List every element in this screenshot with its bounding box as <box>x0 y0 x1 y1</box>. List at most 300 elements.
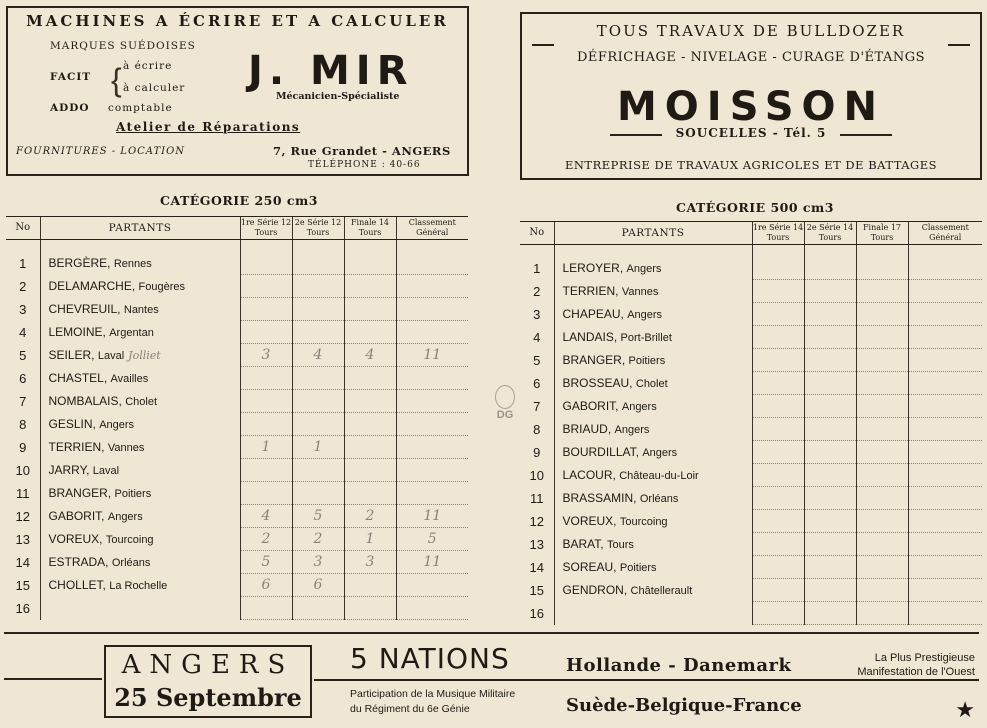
ad-mir-atelier: Atelier de Réparations <box>116 120 301 134</box>
row-number: 16 <box>529 605 544 621</box>
finale-cell <box>344 574 396 597</box>
col-partants-header: PARTANTS <box>554 222 752 245</box>
finale-cell <box>856 395 908 418</box>
serie1-cell: 3 <box>240 344 292 367</box>
row-number: 3 <box>19 301 27 317</box>
row-number: 6 <box>533 375 541 391</box>
table-row <box>520 487 982 510</box>
row-number: 9 <box>19 439 27 455</box>
ad-moisson-line2: DÉFRICHAGE - NIVELAGE - CURAGE D'ÉTANGS <box>576 50 926 65</box>
rider-name: CHEVREUIL, <box>48 302 121 316</box>
table-row <box>520 441 982 464</box>
serie1-cell: 2 <box>240 528 292 551</box>
serie1-cell <box>752 303 804 326</box>
rider-name: LEROYER, <box>562 261 624 276</box>
serie2-cell <box>804 280 856 303</box>
finale-cell <box>856 418 908 441</box>
finale-cell <box>344 275 396 298</box>
classement-cell <box>396 321 468 344</box>
classement-cell <box>396 275 468 298</box>
table-row <box>520 303 982 326</box>
stamp-icon <box>495 385 515 409</box>
row-name <box>554 395 752 418</box>
rider-name: TERRIEN, <box>562 284 619 298</box>
rider-name: GENDRON, <box>562 583 628 597</box>
row-name <box>554 533 752 556</box>
rider-city: Poitiers <box>114 488 152 500</box>
classement-cell <box>396 597 468 620</box>
banner-date: 25 Septembre <box>114 683 302 712</box>
finale-cell <box>856 556 908 579</box>
rider-name: LEMOINE, <box>48 325 106 339</box>
serie2-cell <box>804 326 856 349</box>
finale-cell <box>856 441 908 464</box>
serie1-cell <box>240 482 292 505</box>
table-row <box>520 510 982 533</box>
classement-cell <box>908 349 982 372</box>
row-number: 5 <box>19 347 27 363</box>
banner-tagline-2: Manifestation de l'Ouest <box>857 666 975 678</box>
row-number: 11 <box>530 490 544 506</box>
rider-city: Vannes <box>621 286 659 298</box>
row-name <box>554 418 752 441</box>
rider-name: TERRIEN, <box>48 440 105 454</box>
finale-cell: 1 <box>344 528 396 551</box>
ad-moisson-line3: ENTREPRISE DE TRAVAUX AGRICOLES ET DE BATTAGES <box>564 158 938 172</box>
serie2-cell <box>804 602 856 625</box>
serie1-cell <box>752 245 804 280</box>
classement-cell <box>908 579 982 602</box>
serie2-cell <box>804 395 856 418</box>
ad-moisson <box>520 12 982 180</box>
serie1-cell <box>240 597 292 620</box>
rider-city: Angers <box>614 424 650 436</box>
classement-cell: 11 <box>396 505 468 528</box>
table-row <box>520 418 982 441</box>
table-row <box>6 482 468 505</box>
row-number: 4 <box>533 329 541 345</box>
rider-name: ESTRADA, <box>48 555 109 569</box>
classement-cell <box>908 303 982 326</box>
row-name <box>554 510 752 533</box>
col-serie2-header: 2e Série 14 Tours <box>804 222 856 245</box>
rider-city: Angers <box>642 447 678 459</box>
table-row <box>520 326 982 349</box>
rider-name: BRASSAMIN, <box>562 491 637 505</box>
row-name <box>554 245 752 280</box>
row-number: 3 <box>533 306 541 322</box>
row-number: 9 <box>533 444 541 460</box>
table-row <box>6 528 468 551</box>
row-number: 14 <box>15 554 30 570</box>
rider-city: Vannes <box>107 442 145 454</box>
rider-city: Nantes <box>123 304 159 316</box>
rider-city: Angers <box>107 511 143 523</box>
finale-cell <box>344 298 396 321</box>
row-name <box>40 344 240 367</box>
watermark-stamp <box>492 385 518 425</box>
finale-cell <box>856 464 908 487</box>
serie1-cell <box>752 395 804 418</box>
table-row <box>520 464 982 487</box>
serie1-cell <box>752 556 804 579</box>
rider-name: NOMBALAIS, <box>48 394 122 408</box>
serie1-cell <box>752 579 804 602</box>
serie2-cell: 2 <box>292 528 344 551</box>
ad-mir-phone: TÉLÉPHONE : 40-66 <box>308 160 421 170</box>
classement-cell <box>908 326 982 349</box>
serie1-cell <box>240 459 292 482</box>
rider-city: Tours <box>606 539 634 551</box>
rider-city: Laval <box>92 465 120 477</box>
classement-cell <box>908 418 982 441</box>
rider-name: GABORIT, <box>48 509 105 523</box>
rider-city: Angers <box>621 401 657 413</box>
row-number: 8 <box>533 421 541 437</box>
finale-cell <box>344 459 396 482</box>
rider-city: Tourcoing <box>105 534 154 546</box>
finale-cell <box>856 349 908 372</box>
col-serie1-header: 1re Série 14 Tours <box>752 222 804 245</box>
brace-icon: { <box>111 62 122 98</box>
col-classement-header: Classement Général <box>908 222 982 245</box>
rule-right <box>948 44 970 46</box>
finale-cell <box>344 240 396 275</box>
finale-cell <box>344 321 396 344</box>
table-250 <box>6 216 468 620</box>
row-number: 15 <box>15 577 30 593</box>
rider-city: Poitiers <box>619 562 657 574</box>
banner-countries-2: Suède-Belgique-France <box>566 695 802 716</box>
row-number: 7 <box>533 398 541 414</box>
table-row <box>6 344 468 367</box>
rider-city: Angers <box>627 309 663 321</box>
table-row <box>6 574 468 597</box>
row-number: 10 <box>15 462 30 478</box>
col-num-header: No <box>520 222 554 245</box>
rider-city: Tourcoing <box>619 516 668 528</box>
serie1-cell <box>752 280 804 303</box>
ad-mir-specialist: Mécanicien-Spécialiste <box>276 91 400 102</box>
rider-city: Availles <box>110 373 149 385</box>
rider-city: Cholet <box>125 396 157 408</box>
col-classement-header: Classement Général <box>396 217 468 240</box>
row-name <box>40 413 240 436</box>
serie1-cell: 5 <box>240 551 292 574</box>
classement-cell <box>908 487 982 510</box>
serie1-cell <box>752 418 804 441</box>
row-name <box>40 459 240 482</box>
row-number: 14 <box>529 559 544 575</box>
row-name <box>554 349 752 372</box>
table-row <box>520 245 982 280</box>
row-name <box>40 574 240 597</box>
col-finale-header: Finale 17 Tours <box>856 222 908 245</box>
ad-moisson-location: SOUCELLES - Tél. 5 <box>675 126 827 140</box>
row-number: 7 <box>19 393 27 409</box>
col-serie1-header: 1re Série 12 Tours <box>240 217 292 240</box>
table-row <box>6 390 468 413</box>
serie1-cell <box>240 240 292 275</box>
finale-cell <box>856 602 908 625</box>
rider-city: Château-du-Loir <box>619 470 699 482</box>
row-number: 12 <box>15 508 30 524</box>
row-number: 13 <box>15 531 30 547</box>
classement-cell: 5 <box>396 528 468 551</box>
rider-city: Angers <box>626 263 662 276</box>
classement-cell <box>396 459 468 482</box>
banner-rule-middle <box>314 679 979 681</box>
finale-cell: 3 <box>344 551 396 574</box>
serie2-cell <box>804 510 856 533</box>
finale-cell <box>344 413 396 436</box>
rider-name: GABORIT, <box>562 399 619 413</box>
ad-mir-marques: MARQUES SUÉDOISES <box>50 40 196 52</box>
banner-city: ANGERS <box>121 650 295 680</box>
banner-rule-left <box>4 678 102 680</box>
serie1-cell <box>752 372 804 395</box>
ad-mir-facit: FACIT <box>50 71 92 83</box>
classement-cell <box>396 367 468 390</box>
finale-cell <box>344 390 396 413</box>
table-row <box>6 597 468 620</box>
ad-mir-a-ecrire: à écrire <box>123 60 173 72</box>
col-finale-header: Finale 14 Tours <box>344 217 396 240</box>
row-number: 13 <box>529 536 544 552</box>
col-partants-header: PARTANTS <box>40 217 240 240</box>
ad-moisson-line1: TOUS TRAVAUX DE BULLDOZER <box>596 22 906 40</box>
finale-cell <box>856 280 908 303</box>
col-serie2-header: 2e Série 12 Tours <box>292 217 344 240</box>
row-number: 10 <box>529 467 544 483</box>
row-name <box>554 487 752 510</box>
ad-moisson-name: MOISSON <box>617 84 885 130</box>
serie2-cell <box>804 464 856 487</box>
col-num-header: No <box>6 217 40 240</box>
row-name <box>554 326 752 349</box>
finale-cell: 4 <box>344 344 396 367</box>
rider-name: BOURDILLAT, <box>562 445 639 459</box>
serie2-cell: 5 <box>292 505 344 528</box>
serie1-cell <box>240 321 292 344</box>
row-name <box>554 556 752 579</box>
rider-city: Cholet <box>635 378 668 390</box>
row-name <box>554 579 752 602</box>
classement-cell <box>908 441 982 464</box>
banner-participation-2: du Régiment du 6e Génie <box>350 703 470 715</box>
serie2-cell <box>804 303 856 326</box>
rider-name: CHOLLET, <box>48 578 106 592</box>
row-name <box>40 597 240 620</box>
ad-mir-fournitures: FOURNITURES - LOCATION <box>16 146 186 157</box>
classement-cell <box>908 533 982 556</box>
table-250-header-row <box>6 217 468 240</box>
rider-city: Argentan <box>109 327 154 339</box>
serie2-cell <box>292 321 344 344</box>
serie2-cell <box>292 275 344 298</box>
rider-name: SOREAU, <box>562 560 617 574</box>
row-name <box>554 441 752 464</box>
table-row <box>520 556 982 579</box>
finale-cell <box>856 487 908 510</box>
serie1-cell <box>752 441 804 464</box>
serie1-cell <box>752 510 804 533</box>
row-number: 2 <box>19 278 27 294</box>
rider-name: BERGÈRE, <box>48 256 111 271</box>
classement-cell <box>908 556 982 579</box>
rider-name: CHAPEAU, <box>562 307 624 321</box>
row-name <box>40 528 240 551</box>
ad-mir-addo: ADDO <box>50 102 90 114</box>
ad-mir <box>6 6 469 176</box>
banner-rule-top <box>4 632 979 634</box>
serie2-cell <box>292 367 344 390</box>
banner-tagline-1: La Plus Prestigieuse <box>874 652 975 664</box>
classement-cell: 11 <box>396 551 468 574</box>
serie2-cell <box>292 240 344 275</box>
classement-cell <box>908 372 982 395</box>
serie1-cell: 6 <box>240 574 292 597</box>
finale-cell <box>344 597 396 620</box>
rider-name: VOREUX, <box>562 514 617 528</box>
serie2-cell: 3 <box>292 551 344 574</box>
star-icon: ★ <box>955 697 975 722</box>
serie2-cell <box>804 245 856 280</box>
table-row <box>520 533 982 556</box>
handwritten-note: Jolliet <box>128 349 161 362</box>
table-row <box>520 395 982 418</box>
finale-cell <box>344 367 396 390</box>
row-number: 12 <box>529 513 544 529</box>
serie2-cell <box>804 418 856 441</box>
classement-cell: 11 <box>396 344 468 367</box>
rider-name: BRIAUD, <box>562 422 612 436</box>
serie2-cell <box>804 372 856 395</box>
finale-cell <box>344 436 396 459</box>
table-row <box>6 551 468 574</box>
finale-cell <box>856 245 908 280</box>
row-number: 5 <box>533 352 541 368</box>
row-name <box>40 390 240 413</box>
classement-cell <box>396 413 468 436</box>
table-row <box>6 436 468 459</box>
rider-name: BROSSEAU, <box>562 376 633 390</box>
classement-cell <box>396 436 468 459</box>
table-row <box>520 579 982 602</box>
classement-cell <box>396 574 468 597</box>
table-row <box>6 505 468 528</box>
row-name <box>554 303 752 326</box>
row-number: 6 <box>19 370 27 386</box>
classement-cell <box>908 464 982 487</box>
serie2-cell <box>804 579 856 602</box>
rider-city: Laval <box>97 350 125 362</box>
table-row <box>520 349 982 372</box>
serie2-cell <box>292 413 344 436</box>
row-name <box>40 321 240 344</box>
rider-name: BRANGER, <box>562 353 626 367</box>
rider-city: Orléans <box>639 493 679 505</box>
rider-name: BRANGER, <box>48 486 112 500</box>
banner-countries-1: Hollande - Danemark <box>566 655 792 676</box>
watermark-text: DG <box>496 409 514 421</box>
finale-cell <box>856 303 908 326</box>
table-row <box>520 280 982 303</box>
rider-city: Châtellerault <box>630 585 693 597</box>
classement-cell <box>396 390 468 413</box>
rider-city: Port-Brillet <box>620 332 672 344</box>
row-name <box>40 240 240 275</box>
classement-cell <box>908 510 982 533</box>
finale-cell <box>344 482 396 505</box>
rider-name: CHASTEL, <box>48 371 108 385</box>
finale-cell <box>856 533 908 556</box>
rider-name: SEILER, <box>48 348 95 362</box>
serie2-cell <box>804 349 856 372</box>
ad-mir-heading: MACHINES A ÉCRIRE ET A CALCULER <box>26 12 449 30</box>
serie1-cell: 4 <box>240 505 292 528</box>
serie2-cell <box>804 533 856 556</box>
row-name <box>40 436 240 459</box>
rider-city: Rennes <box>113 258 152 271</box>
serie1-cell <box>752 349 804 372</box>
finale-cell <box>856 510 908 533</box>
row-name <box>40 275 240 298</box>
serie2-cell <box>804 487 856 510</box>
rider-name: LACOUR, <box>562 468 616 482</box>
row-name <box>40 505 240 528</box>
row-number: 1 <box>19 255 27 271</box>
serie1-cell <box>752 602 804 625</box>
classement-cell <box>396 482 468 505</box>
serie2-cell <box>292 298 344 321</box>
serie1-cell: 1 <box>240 436 292 459</box>
row-name <box>40 367 240 390</box>
row-name <box>554 464 752 487</box>
row-name <box>554 280 752 303</box>
rider-city: Fougères <box>138 281 186 293</box>
rule-left <box>532 44 554 46</box>
row-name <box>40 298 240 321</box>
table-row <box>6 275 468 298</box>
row-number: 16 <box>15 600 30 616</box>
classement-cell <box>908 395 982 418</box>
serie1-cell <box>240 367 292 390</box>
finale-cell <box>856 372 908 395</box>
serie2-cell: 6 <box>292 574 344 597</box>
serie2-cell: 1 <box>292 436 344 459</box>
table-row <box>520 372 982 395</box>
table-row <box>6 240 468 275</box>
classement-cell <box>908 280 982 303</box>
table-500-header-row <box>520 222 982 245</box>
row-name <box>40 551 240 574</box>
row-number: 4 <box>19 324 27 340</box>
table-row <box>6 321 468 344</box>
serie2-cell <box>804 556 856 579</box>
classement-cell <box>908 245 982 280</box>
rider-city: Poitiers <box>628 355 666 367</box>
ad-mir-a-calculer: à calculer <box>123 82 186 94</box>
table-row <box>6 459 468 482</box>
rider-name: JARRY, <box>48 463 90 477</box>
serie2-cell <box>292 597 344 620</box>
serie1-cell <box>752 464 804 487</box>
rider-name: LANDAIS, <box>562 330 618 344</box>
serie2-cell: 4 <box>292 344 344 367</box>
table-row <box>6 298 468 321</box>
finale-cell: 2 <box>344 505 396 528</box>
